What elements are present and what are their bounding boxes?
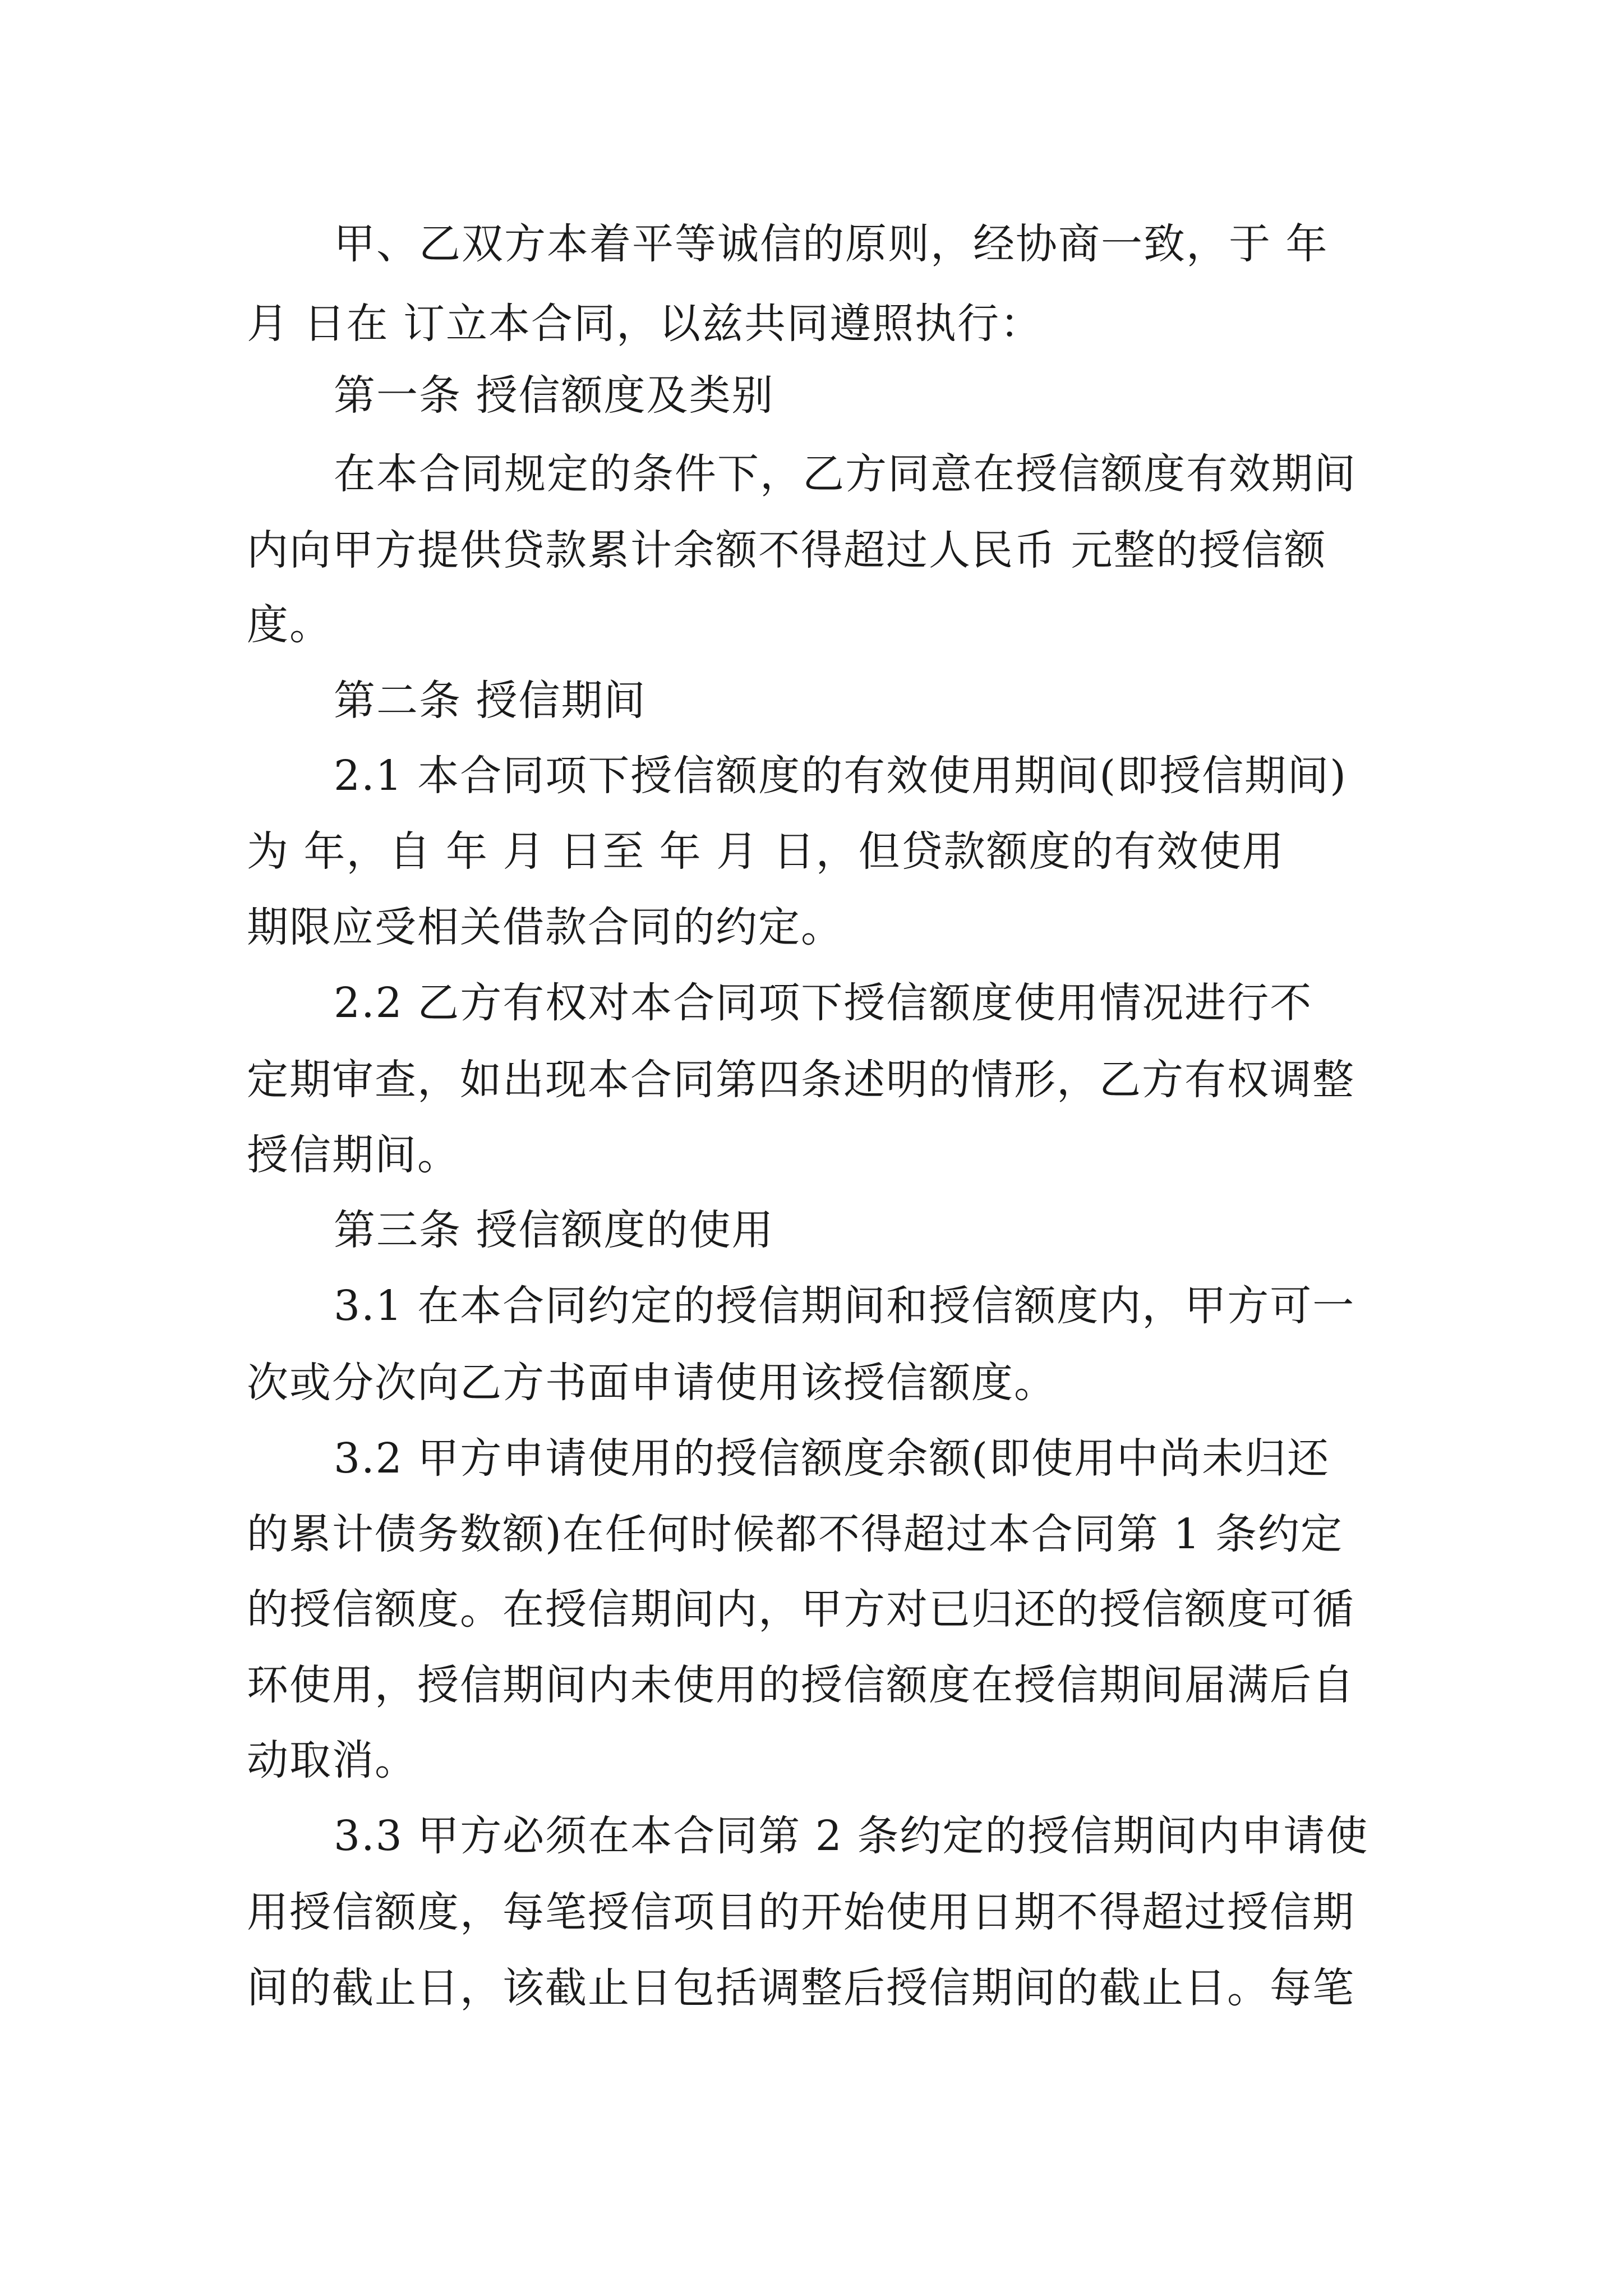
- paragraph-line: 2.2 乙方有权对本合同项下授信额度使用情况进行不: [334, 979, 1313, 1027]
- paragraph-line: 用授信额度，每笔授信项目的开始使用日期不得超过授信期: [247, 1888, 1355, 1936]
- paragraph-line: 的授信额度。在授信期间内，甲方对已归还的授信额度可循: [247, 1585, 1355, 1634]
- paragraph-line: 3.1 在本合同约定的授信期间和授信额度内，甲方可一: [334, 1282, 1355, 1330]
- paragraph-line: 3.2 甲方申请使用的授信额度余额(即使用中尚未归还: [334, 1434, 1330, 1483]
- paragraph-line: 环使用，授信期间内未使用的授信额度在授信期间届满后自: [247, 1661, 1355, 1709]
- paragraph-line: 次或分次向乙方书面申请使用该授信额度。: [247, 1359, 1057, 1407]
- paragraph-line: 在本合同规定的条件下，乙方同意在授信额度有效期间: [334, 450, 1357, 498]
- paragraph-line: 授信期间。: [247, 1131, 460, 1179]
- paragraph-line: 定期审查，如出现本合同第四条述明的情形，乙方有权调整: [247, 1056, 1355, 1104]
- paragraph-line: 期限应受相关借款合同的约定。: [247, 903, 843, 951]
- paragraph-line: 3.3 甲方必须在本合同第 2 条约定的授信期间内申请使: [334, 1812, 1369, 1860]
- paragraph-line: 动取消。: [247, 1736, 417, 1784]
- paragraph-line: 2.1 本合同项下授信额度的有效使用期间(即授信期间): [334, 752, 1347, 800]
- paragraph-line: 间的截止日，该截止日包括调整后授信期间的截止日。每笔: [247, 1964, 1355, 2012]
- paragraph-line: 度。: [247, 601, 332, 649]
- section-heading: 第二条 授信期间: [334, 677, 647, 725]
- section-heading: 第一条 授信额度及类别: [334, 371, 774, 420]
- paragraph-line: 的累计债务数额)在任何时候都不得超过本合同第 1 条约定: [247, 1510, 1343, 1558]
- paragraph-line: 月 日在 订立本合同，以兹共同遵照执行：: [247, 300, 1043, 348]
- paragraph-line: 甲、乙双方本着平等诚信的原则，经协商一致，于 年: [334, 220, 1329, 268]
- paragraph-line: 为 年，自 年 月 日至 年 月 日，但贷款额度的有效使用: [247, 827, 1285, 876]
- paragraph-line: 内向甲方提供贷款累计余额不得超过人民币 元整的授信额: [247, 526, 1327, 574]
- section-heading: 第三条 授信额度的使用: [334, 1206, 774, 1254]
